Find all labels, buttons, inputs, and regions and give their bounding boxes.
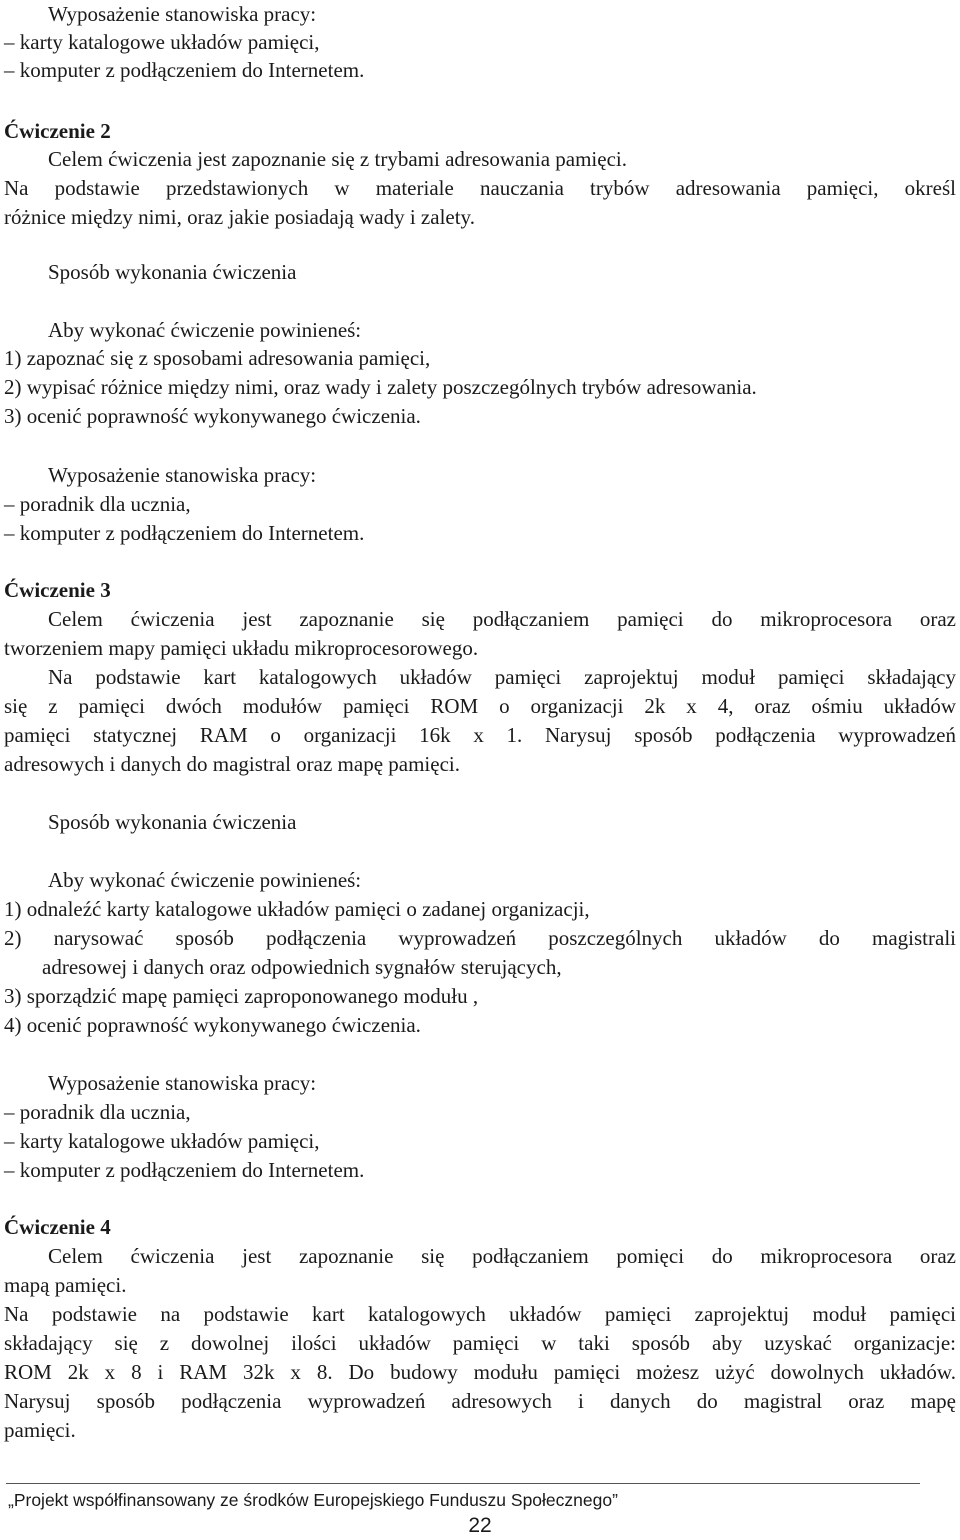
exercise-4-title: Ćwiczenie 4 xyxy=(4,1215,111,1239)
page-number: 22 xyxy=(468,1514,492,1537)
equipment-item: – komputer z podłączeniem do Internetem. xyxy=(4,1158,365,1182)
paragraph-line: się z pamięci dwóch modułów pamięci ROM o organizacji 2k x 4, oraz ośmiu układów xyxy=(4,694,956,718)
paragraph-line: Narysuj sposób podłączenia wyprowadzeń adresowych i danych do magistral oraz mapę xyxy=(4,1389,956,1413)
equipment-item: – poradnik dla ucznia, xyxy=(4,492,191,516)
footer-rule xyxy=(6,1483,920,1484)
paragraph-line: Celem ćwiczenia jest zapoznanie się z trybami adresowania pamięci. xyxy=(48,147,627,171)
step-item-continuation: adresowej i danych oraz odpowiednich sygnałów sterujących, xyxy=(42,955,562,979)
paragraph-line: tworzeniem mapy pamięci układu mikroprocesorowego. xyxy=(4,636,479,660)
equipment-item: – poradnik dla ucznia, xyxy=(4,1100,191,1124)
equipment-heading: Wyposażenie stanowiska pracy: xyxy=(48,463,317,487)
step-item: 1) zapoznać się z sposobami adresowania pamięci, xyxy=(4,346,431,370)
step-item: 1) odnaleźć karty katalogowe układów pamięci o zadanej organizacji, xyxy=(4,897,590,921)
paragraph-line: pamięci. xyxy=(4,1418,76,1442)
paragraph-line: Celem ćwiczenia jest zapoznanie się podłączaniem pamięci do mikroprocesora oraz xyxy=(48,607,956,631)
paragraph-line: pamięci statycznej RAM o organizacji 16k x 1. Narysuj sposób podłączenia wyprowadzeń xyxy=(4,723,956,747)
step-item: 2) wypisać różnice między nimi, oraz wady i zalety poszczególnych trybów adresowania. xyxy=(4,375,757,399)
step-item: 4) ocenić poprawność wykonywanego ćwiczenia. xyxy=(4,1013,421,1037)
paragraph-line: adresowych i danych do magistral oraz mapę pamięci. xyxy=(4,752,460,776)
exercise-3-title: Ćwiczenie 3 xyxy=(4,578,111,602)
paragraph-line: Na podstawie kart katalogowych układów pamięci zaprojektuj moduł pamięci składający xyxy=(48,665,956,689)
method-heading: Sposób wykonania ćwiczenia xyxy=(48,260,297,284)
steps-intro: Aby wykonać ćwiczenie powinieneś: xyxy=(48,868,362,892)
paragraph-line: różnice między nimi, oraz jakie posiadają wady i zalety. xyxy=(4,205,475,229)
paragraph-line: Na podstawie przedstawionych w materiale nauczania trybów adresowania pamięci, określ xyxy=(4,176,956,200)
paragraph-line: Na podstawie na podstawie kart katalogowych układów pamięci zaprojektuj moduł pamięci xyxy=(4,1302,956,1326)
step-item: 3) sporządzić mapę pamięci zaproponowanego modułu , xyxy=(4,984,479,1008)
paragraph-line: mapą pamięci. xyxy=(4,1273,127,1297)
method-heading: Sposób wykonania ćwiczenia xyxy=(48,810,297,834)
paragraph-line: Celem ćwiczenia jest zapoznanie się podłączaniem pomięci do mikroprocesora oraz xyxy=(48,1244,956,1268)
equipment-item: – komputer z podłączeniem do Internetem. xyxy=(4,521,365,545)
exercise-2-title: Ćwiczenie 2 xyxy=(4,119,111,143)
steps-intro: Aby wykonać ćwiczenie powinieneś: xyxy=(48,318,362,342)
equipment-item: – karty katalogowe układów pamięci, xyxy=(4,30,320,54)
equipment-heading: Wyposażenie stanowiska pracy: xyxy=(48,1071,317,1095)
equipment-item: – karty katalogowe układów pamięci, xyxy=(4,1129,320,1153)
footer-funding-note: „Projekt współfinansowany ze środków Europejskiego Funduszu Społecznego” xyxy=(8,1490,618,1510)
step-item: 3) ocenić poprawność wykonywanego ćwiczenia. xyxy=(4,404,421,428)
equipment-heading: Wyposażenie stanowiska pracy: xyxy=(48,2,317,26)
step-item: 2) narysować sposób podłączenia wyprowadzeń poszczególnych układów do magistrali xyxy=(4,926,956,950)
equipment-item: – komputer z podłączeniem do Internetem. xyxy=(4,58,365,82)
paragraph-line: składający się z dowolnej ilości układów pamięci w taki sposób aby uzyskać organizacje: xyxy=(4,1331,956,1355)
paragraph-line: ROM 2k x 8 i RAM 32k x 8. Do budowy modułu pamięci możesz użyć dowolnych układów. xyxy=(4,1360,956,1384)
